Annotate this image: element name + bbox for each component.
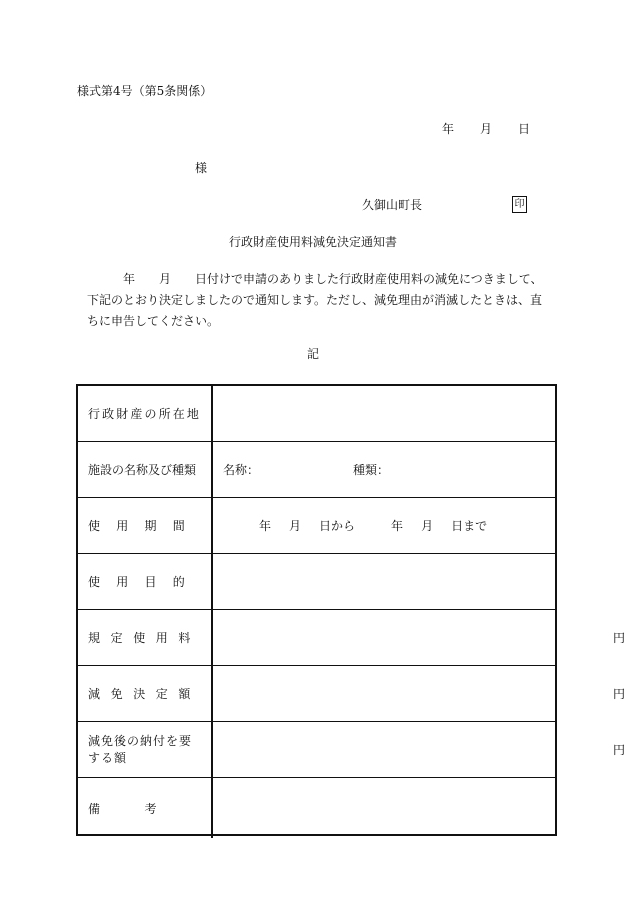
table-row-standard-fee [78, 610, 626, 666]
row-label [78, 666, 213, 721]
label-char: 財 [116, 407, 129, 421]
label-char: 額 [178, 687, 191, 701]
label-text [88, 629, 201, 646]
yen-unit: 円 [613, 631, 626, 645]
row-label [78, 554, 213, 609]
ki-heading: 記 [307, 347, 320, 361]
facility-kind-label: 種類： [353, 463, 390, 477]
period-day-end: 日まで [451, 519, 488, 533]
date-line [442, 122, 530, 136]
issuer-name: 久御山町長 [362, 198, 423, 212]
label-text [88, 405, 201, 422]
facility-name-label: 名称： [223, 463, 260, 477]
period-month-end: 月 [421, 519, 434, 533]
yen-unit: 円 [613, 687, 626, 701]
table-row-location [78, 386, 555, 442]
label-char: 在 [172, 407, 185, 421]
table-row-remarks [78, 778, 555, 838]
period-year-end: 年 [391, 519, 404, 533]
row-label [78, 778, 213, 838]
seal-mark: 印 [512, 196, 527, 213]
table-row-purpose [78, 554, 555, 610]
label-char: 的 [172, 575, 185, 589]
label-char: 定 [155, 687, 168, 701]
standard-fee-value[interactable] [213, 610, 626, 665]
row-label [78, 442, 213, 497]
label-char: 用 [155, 631, 168, 645]
label-char: 考 [144, 801, 157, 816]
table-row-amount-due [78, 722, 626, 778]
form-number: 様式第4号（第5条関係） [77, 84, 213, 98]
table-row-reduction [78, 666, 626, 722]
label-char: 定 [110, 631, 123, 645]
label-char: 政 [102, 407, 115, 421]
label-char: 地 [186, 407, 199, 421]
document-title: 行政財産使用料減免決定通知書 [229, 235, 398, 249]
label-char: 免 [110, 687, 123, 701]
label-char: 備 [88, 801, 101, 816]
table-row-facility [78, 442, 555, 498]
label-char: 使 [88, 575, 101, 589]
label-text [88, 517, 201, 534]
label-char: 産 [130, 407, 143, 421]
yen-unit: 円 [613, 743, 626, 757]
label-char: 料 [178, 631, 191, 645]
label-text: 減免後の納付を要する額 [88, 733, 193, 765]
table-row-period [78, 498, 555, 554]
period-value[interactable] [213, 498, 555, 553]
row-label [78, 722, 213, 777]
period-day-start: 日から [319, 519, 356, 533]
label-char: 間 [172, 519, 185, 533]
label-text [88, 800, 201, 817]
label-char: 使 [133, 631, 146, 645]
row-label [78, 610, 213, 665]
label-text [88, 685, 201, 702]
label-char: 減 [88, 687, 101, 701]
purpose-value[interactable] [213, 554, 555, 609]
period-text [259, 517, 487, 534]
label-char: 使 [88, 519, 101, 533]
label-char: 決 [133, 687, 146, 701]
label-text [88, 573, 201, 590]
label-char: 規 [88, 631, 101, 645]
row-label [78, 498, 213, 553]
date-year: 年 [442, 122, 455, 136]
amount-due-value[interactable] [213, 722, 626, 777]
facility-value[interactable] [213, 442, 555, 497]
date-day: 日 [518, 122, 531, 136]
date-month: 月 [480, 122, 493, 136]
label-text: 施設の名称及び種類 [88, 463, 197, 477]
period-year-start: 年 [259, 519, 272, 533]
details-table [76, 384, 626, 836]
body-paragraph: 年 月 日付けで申請のありました行政財産使用料の減免につきまして、下記のとおり決定しましたので通知します。ただし、減免理由が消滅したときは、直ちに申告してください。 [87, 272, 543, 328]
label-char: 用 [116, 519, 129, 533]
addressee-suffix: 様 [195, 161, 208, 175]
label-char: 所 [158, 407, 171, 421]
period-month-start: 月 [289, 519, 302, 533]
label-char: 用 [116, 575, 129, 589]
remarks-value[interactable] [213, 778, 555, 838]
label-char: の [144, 407, 157, 421]
reduction-value[interactable] [213, 666, 626, 721]
location-value[interactable] [213, 386, 555, 441]
label-char: 目 [144, 575, 157, 589]
label-char: 期 [144, 519, 157, 533]
label-char: 行 [88, 407, 101, 421]
row-label [78, 386, 213, 441]
